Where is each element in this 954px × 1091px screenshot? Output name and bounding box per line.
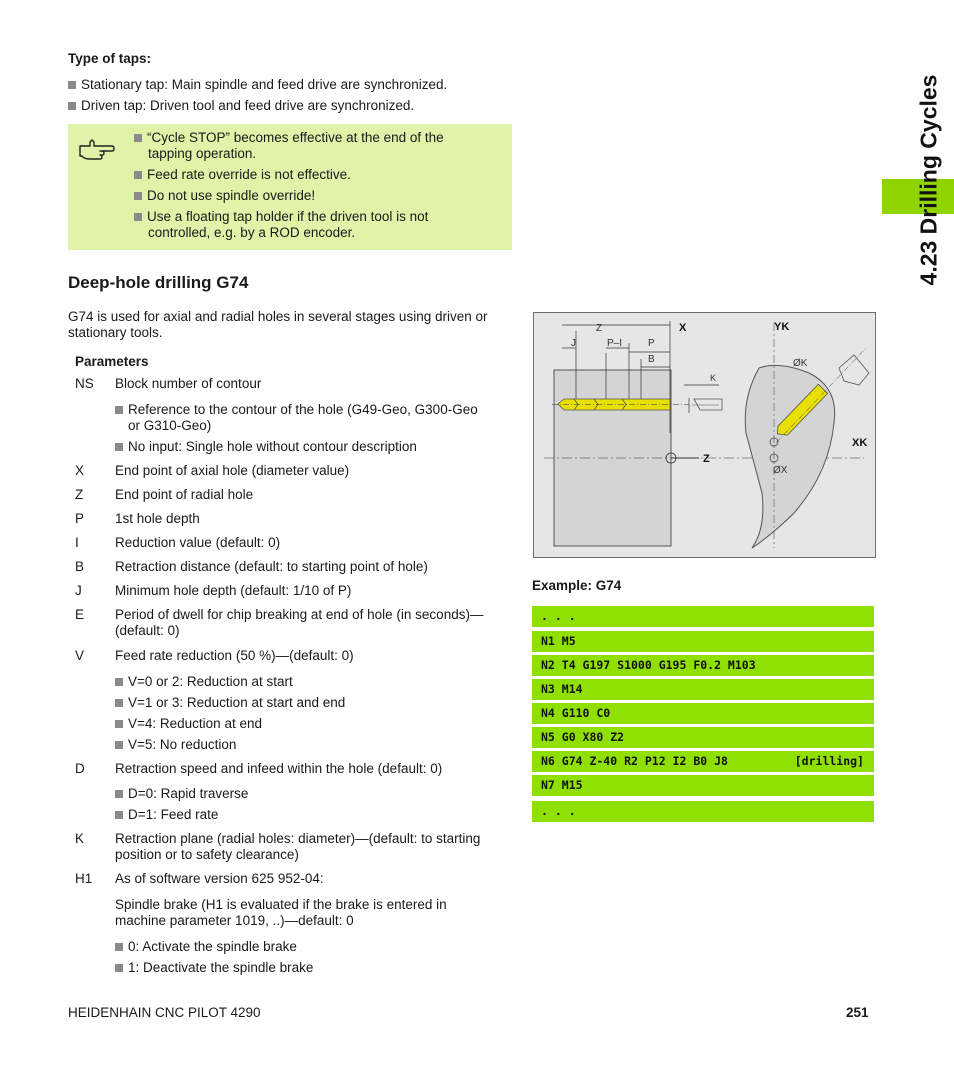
param-key: B [75,559,85,574]
label-yk: YK [774,321,790,333]
bullet-icon [115,943,123,951]
label-x: X [679,322,687,334]
note-item-cont: tapping operation. [148,146,257,161]
bullet-icon [115,790,123,798]
label-j: J [571,338,576,349]
note-item: Use a floating tap holder if the driven tool is not [134,209,428,225]
code-line: N1 M5 [532,631,874,652]
example-heading: Example: G74 [532,578,622,593]
list-item: V=0 or 2: Reduction at start [115,674,293,690]
param-key: I [75,535,79,550]
label-p: P [648,338,655,349]
param-key: D [75,761,85,776]
label-diam-k: ØK [793,358,808,369]
param-desc: As of software version 625 952-04: [115,871,324,886]
code-comment: [drilling] [794,754,864,768]
label-k: K [710,373,717,383]
param-desc: machine parameter 1019, ..)—default: 0 [115,913,354,928]
param-desc: Retraction speed and infeed within the hole (default: 0) [115,761,443,776]
bullet-icon [115,699,123,707]
footer-product: HEIDENHAIN CNC PILOT 4290 [68,1005,261,1020]
param-key: P [75,511,85,526]
note-item: Do not use spindle override! [134,188,315,204]
param-key: K [75,831,85,846]
code-line: N6 G74 Z-40 R2 P12 I2 B0 J8 [drilling] [532,751,874,772]
label-p-i: P–I [607,338,623,349]
param-desc: Minimum hole depth (default: 1/10 of P) [115,583,352,598]
section-title: Deep-hole drilling G74 [68,273,249,292]
note-box [68,124,512,250]
code-line: N5 G0 X80 Z2 [532,727,874,748]
chapter-title: 4.23 Drilling Cycles [915,74,942,286]
list-item: D=0: Rapid traverse [115,786,248,802]
list-item: 1: Deactivate the spindle brake [115,960,313,976]
list-item: Reference to the contour of the hole (G49-Geo, G300-Geo [115,402,478,418]
params-heading: Parameters [75,354,149,369]
label-xk: XK [852,437,868,449]
bullet-icon [115,443,123,451]
param-desc: Feed rate reduction (50 %)—(default: 0) [115,648,354,663]
note-item: Feed rate override is not effective. [134,167,351,183]
code-line: N3 M14 [532,679,874,700]
pointing-hand-icon [78,136,116,162]
taps-heading: Type of taps: [68,51,152,66]
param-desc: Period of dwell for chip breaking at end of hole (in seconds)— [115,607,484,622]
code-line: N7 M15 [532,775,874,796]
param-desc: Retraction distance (default: to starting point of hole) [115,559,428,574]
intro-line: G74 is used for axial and radial holes in several stages using driven or [68,309,488,324]
bullet-icon [115,678,123,686]
note-item-cont: controlled, e.g. by a ROD encoder. [148,225,356,240]
list-item: Driven tap: Driven tool and feed drive are synchronized. [68,98,414,114]
param-key: NS [75,376,94,391]
bullet-icon [134,134,142,142]
list-item: Stationary tap: Main spindle and feed drive are synchronized. [68,77,447,93]
param-key: Z [75,487,84,502]
bullet-icon [134,192,142,200]
label-diam-x: ØX [773,465,788,476]
bullet-icon [115,964,123,972]
list-item: 0: Activate the spindle brake [115,939,297,955]
bullet-icon [68,102,76,110]
label-b: B [648,354,655,365]
param-desc: Reduction value (default: 0) [115,535,281,550]
param-key: X [75,463,85,478]
param-desc: Block number of contour [115,376,262,391]
label-z-axis: Z [703,453,710,465]
list-item: D=1: Feed rate [115,807,218,823]
bullet-icon [68,81,76,89]
list-item-cont: or G310-Geo) [128,418,212,433]
code-line: . . . [532,801,874,822]
param-desc: position or to safety clearance) [115,847,299,862]
param-desc: End point of radial hole [115,487,254,502]
bullet-icon [115,720,123,728]
param-key: J [75,583,82,598]
list-item: V=4: Reduction at end [115,716,262,732]
drilling-diagram [533,312,876,558]
param-desc: Spindle brake (H1 is evaluated if the brake is entered in [115,897,447,912]
code-line: . . . [532,606,874,627]
intro-line: stationary tools. [68,325,163,340]
bullet-icon [134,213,142,221]
note-item: “Cycle STOP” becomes effective at the end of the [134,130,444,146]
param-desc: Retraction plane (radial holes: diameter)—(default: to starting [115,831,481,846]
bullet-icon [115,741,123,749]
list-item: V=1 or 3: Reduction at start and end [115,695,345,711]
param-desc: End point of axial hole (diameter value) [115,463,350,478]
param-desc: 1st hole depth [115,511,200,526]
code-line: N4 G110 C0 [532,703,874,724]
list-item: V=5: No reduction [115,737,236,753]
bullet-icon [115,406,123,414]
param-key: E [75,607,85,622]
label-z-dim: Z [596,323,603,334]
bullet-icon [115,811,123,819]
bullet-icon [134,171,142,179]
list-item: No input: Single hole without contour description [115,439,417,455]
page-number: 251 [846,1005,869,1020]
param-key: H1 [75,871,93,886]
code-line: N2 T4 G197 S1000 G195 F0.2 M103 [532,655,874,676]
param-desc: (default: 0) [115,623,180,638]
param-key: V [75,648,85,663]
